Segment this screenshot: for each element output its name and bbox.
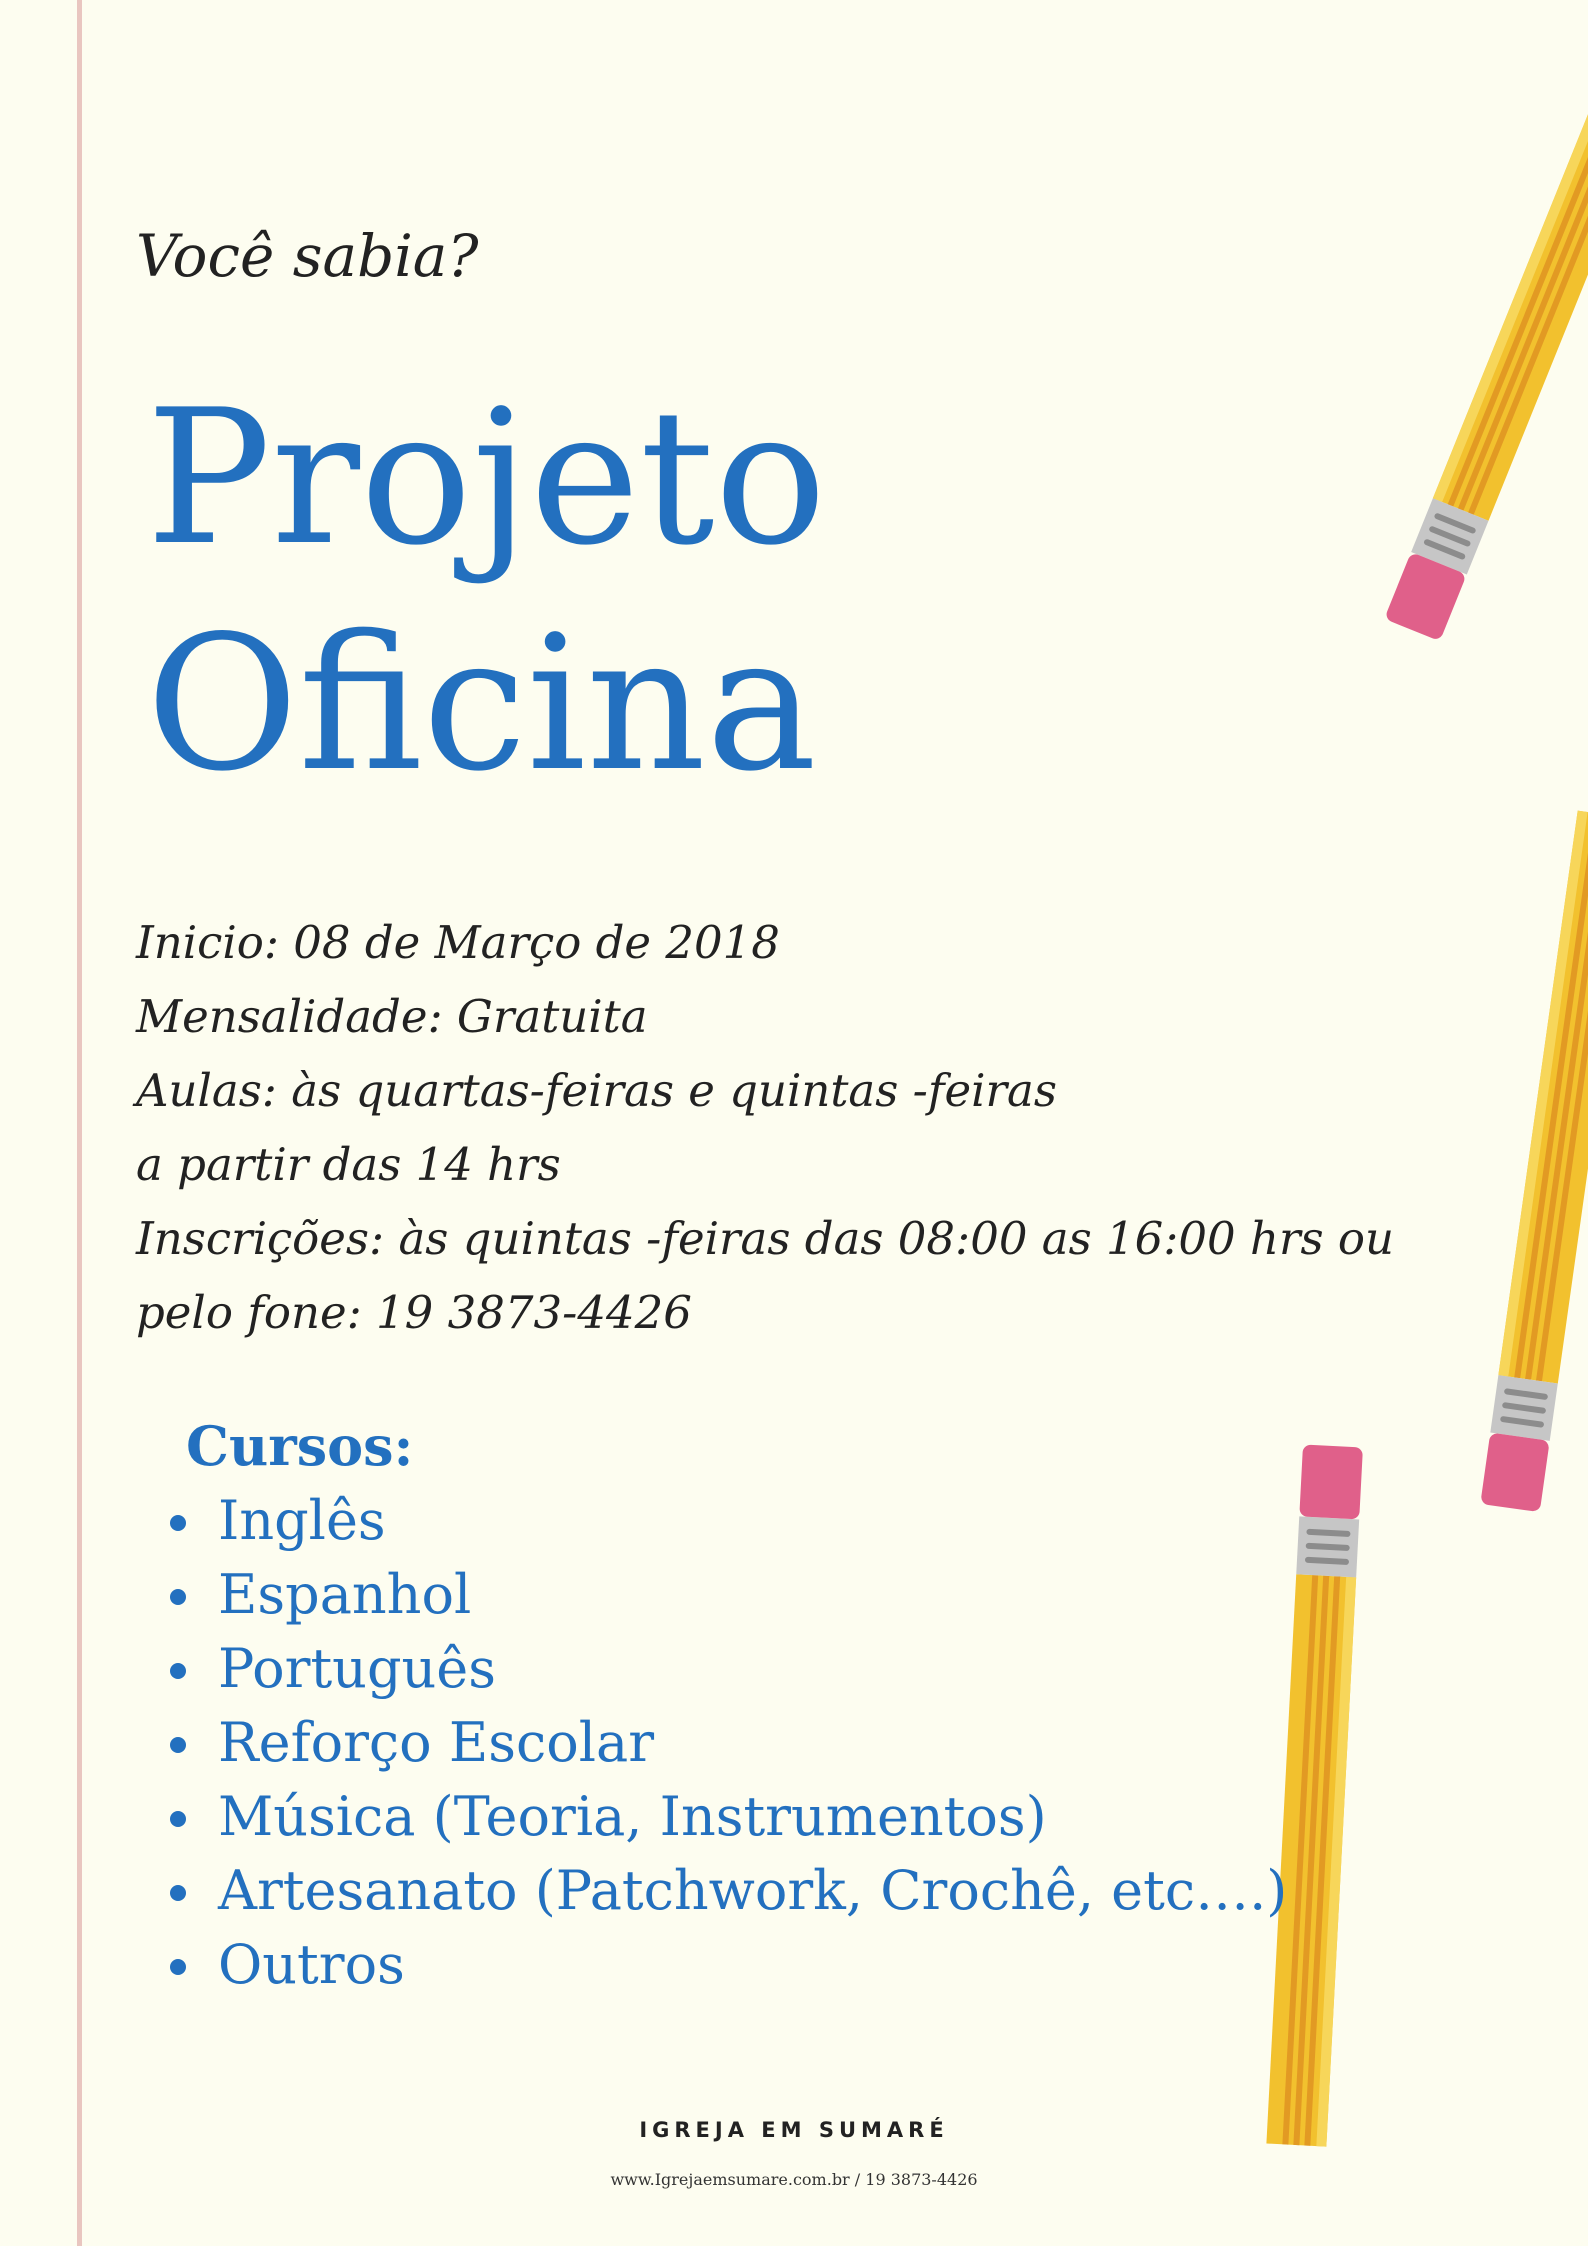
list-item: Artesanato (Patchwork, Crochê, etc….) — [170, 1854, 1287, 1928]
list-item: Espanhol — [170, 1558, 1287, 1632]
info-phone: pelo fone: 19 3873-4426 — [136, 1286, 692, 1339]
pencil-icon — [1480, 811, 1588, 1513]
footer-contact: www.Igrejaemsumare.com.br / 19 3873-4426 — [610, 2170, 978, 2189]
pencil-icon — [1384, 0, 1588, 641]
list-item: Música (Teoria, Instrumentos) — [170, 1780, 1287, 1854]
list-item: Reforço Escolar — [170, 1706, 1287, 1780]
courses-heading: Cursos: — [186, 1414, 414, 1478]
info-start-date: Inicio: 08 de Março de 2018 — [136, 916, 780, 969]
list-item: Inglês — [170, 1484, 1287, 1558]
intro-text: Você sabia? — [136, 222, 479, 290]
courses-list — [170, 1484, 1287, 2002]
list-item: Português — [170, 1632, 1287, 1706]
info-list — [136, 906, 1394, 1350]
title-line-1: Projeto — [146, 369, 827, 586]
list-item: Outros — [170, 1928, 1287, 2002]
title-line-2: Oficina — [146, 595, 817, 812]
footer-org: IGREJA EM SUMARÉ — [639, 2118, 949, 2142]
page-title — [146, 365, 827, 817]
info-registration: Inscrições: às quintas -feiras das 08:00 as 16:00 hrs ou — [136, 1212, 1394, 1265]
info-fee: Mensalidade: Gratuita — [136, 990, 648, 1043]
info-classes-time: a partir das 14 hrs — [136, 1138, 561, 1191]
info-classes: Aulas: às quartas-feiras e quintas -feiras — [136, 1064, 1057, 1117]
